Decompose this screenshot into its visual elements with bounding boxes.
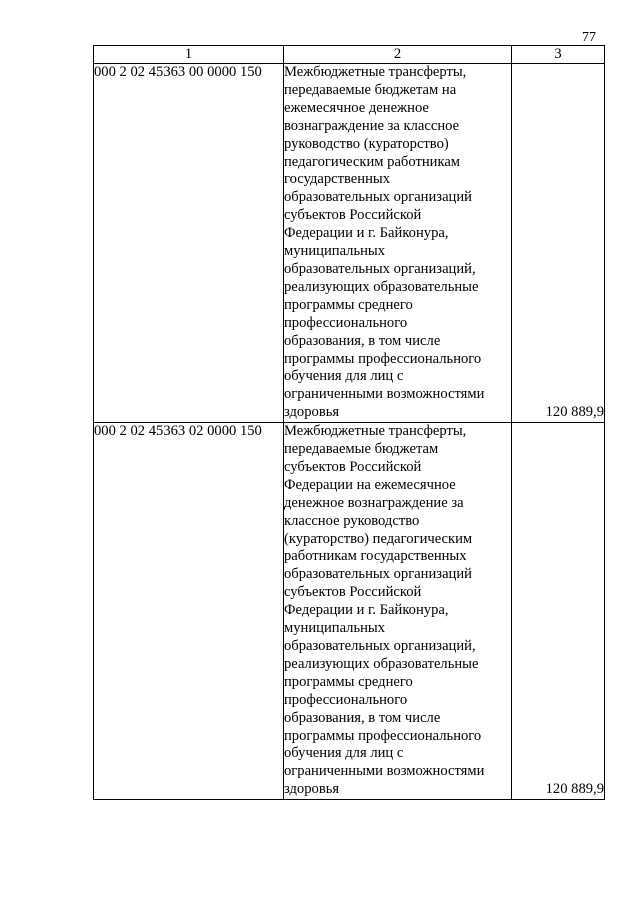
column-header-code: 1: [94, 46, 284, 64]
amount-cell: 120 889,9: [512, 423, 605, 800]
column-header-amount: 3: [512, 46, 605, 64]
description-line: передаваемые бюджетам: [284, 441, 439, 458]
description-line: муниципальных: [284, 243, 386, 260]
description-line: субъектов Российской: [284, 458, 422, 475]
description-line: образовательных организаций: [284, 566, 472, 583]
description-line: реализующих образовательные: [284, 278, 479, 295]
description-line: работникам государственных: [284, 548, 467, 565]
budget-code-cell: 000 2 02 45363 02 0000 150: [94, 423, 284, 800]
description-line: ежемесячное денежное: [284, 99, 429, 116]
description-line: здоровья: [284, 781, 340, 798]
description-line: (кураторство) педагогическим: [284, 530, 473, 547]
description-line: программы среднего: [284, 673, 413, 690]
description-line: Федерации и г. Байконура,: [284, 225, 449, 242]
description-line: образовательных организаций: [284, 189, 472, 206]
description-line: Федерации на ежемесячное: [284, 476, 456, 493]
description-line: профессионального: [284, 314, 408, 331]
description-line: образования, в том числе: [284, 709, 441, 726]
amount-cell: 120 889,9: [512, 64, 605, 423]
description-line: передаваемые бюджетам на: [284, 81, 457, 98]
table-row: [94, 64, 605, 423]
budget-table: [93, 45, 605, 800]
description-line: образовательных организаций,: [284, 638, 476, 654]
description-line: субъектов Российской: [284, 207, 422, 224]
description-line: программы профессионального: [284, 727, 482, 744]
page-number: 77: [582, 30, 596, 45]
table-row: [94, 423, 605, 800]
description-line: ограниченными возможностями: [284, 763, 485, 780]
description-line: руководство (кураторство): [284, 135, 449, 152]
description-line: государственных: [284, 171, 391, 188]
table-body: [94, 64, 605, 800]
description-line: Межбюджетные трансферты,: [284, 423, 467, 440]
description-cell: [284, 64, 512, 423]
description-line: программы профессионального: [284, 350, 482, 367]
description-line: профессионального: [284, 691, 408, 708]
description-line: субъектов Российской: [284, 584, 422, 601]
description-line: денежное вознаграждение за: [284, 494, 464, 511]
description-line: вознаграждение за классное: [284, 117, 460, 134]
description-line: Федерации и г. Байконура,: [284, 602, 449, 619]
description-line: педагогическим работникам: [284, 153, 461, 170]
description-line: обучения для лиц с: [284, 368, 404, 385]
column-header-description: 2: [284, 46, 512, 64]
description-line: муниципальных: [284, 620, 386, 637]
table-header-row: [94, 46, 605, 64]
description-line: образования, в том числе: [284, 332, 441, 349]
description-line: реализующих образовательные: [284, 655, 479, 672]
description-line: Межбюджетные трансферты,: [284, 64, 467, 80]
description-line: здоровья: [284, 404, 340, 421]
description-line: ограниченными возможностями: [284, 386, 485, 403]
description-line: образовательных организаций,: [284, 260, 476, 277]
budget-code-cell: 000 2 02 45363 00 0000 150: [94, 64, 284, 423]
description-line: классное руководство: [284, 512, 420, 529]
description-cell: [284, 423, 512, 800]
description-line: программы среднего: [284, 296, 413, 313]
description-line: обучения для лиц с: [284, 745, 404, 762]
